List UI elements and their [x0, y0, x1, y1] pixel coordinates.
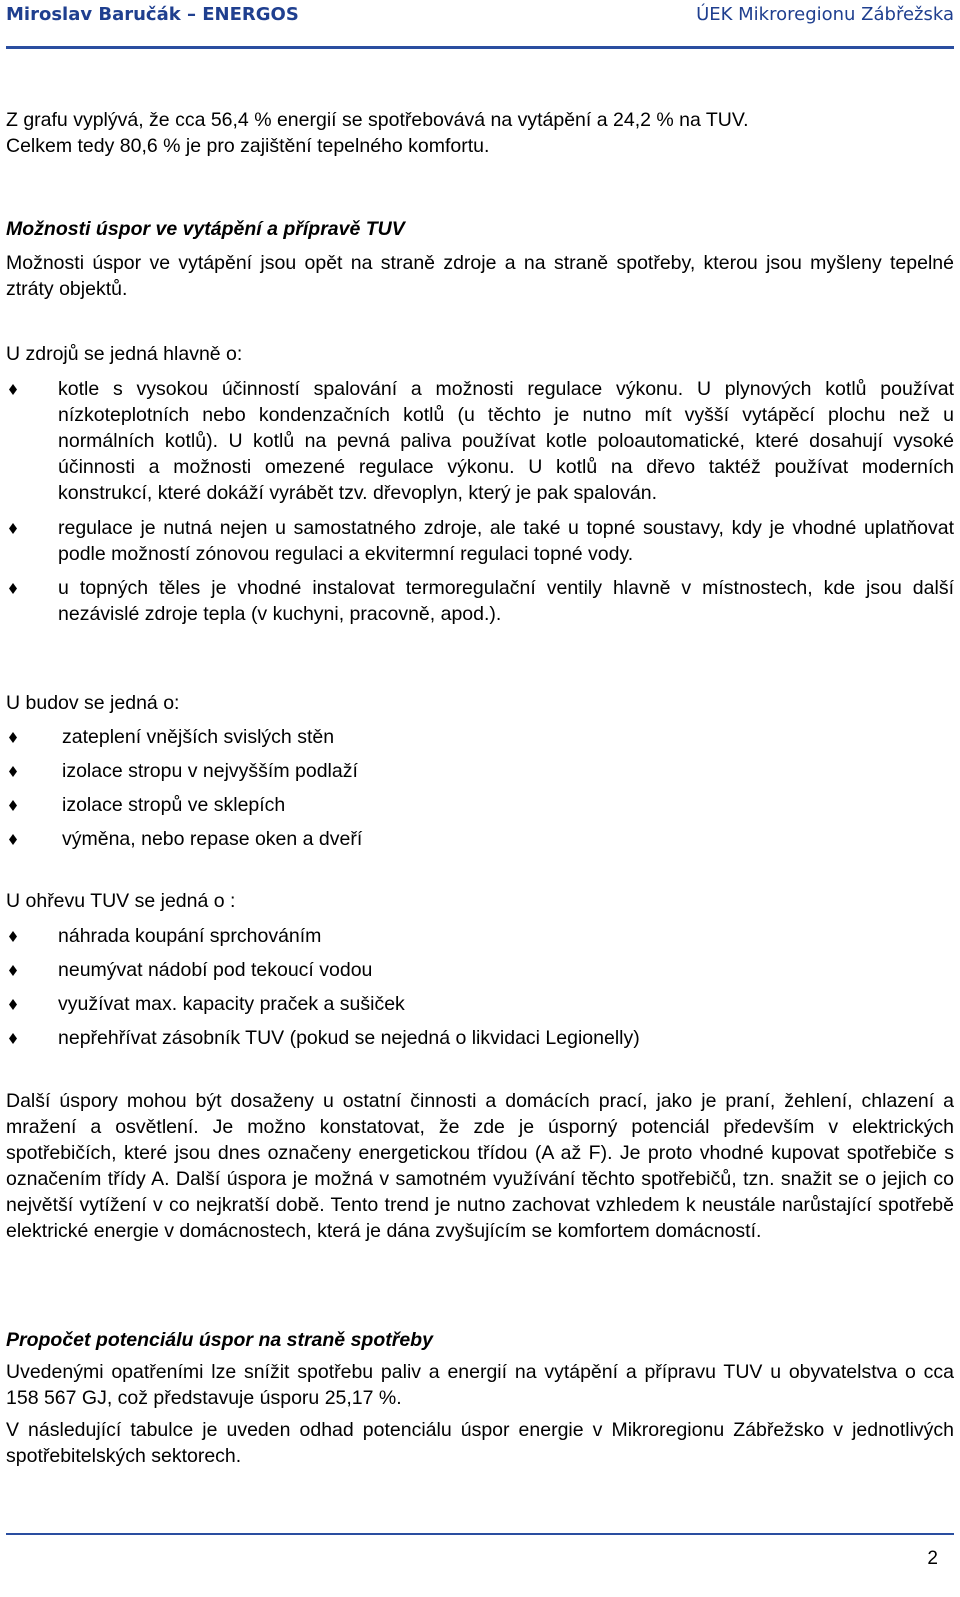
- list-item: neumývat nádobí pod tekoucí vodou: [6, 957, 954, 983]
- diamond-bullet-icon: [9, 800, 17, 811]
- section-heading: Propočet potenciálu úspor na straně spotřeby: [6, 1329, 433, 1351]
- diamond-bullet-icon: [9, 523, 17, 534]
- footer-divider: [6, 1533, 954, 1535]
- list-item: regulace je nutná nejen u samostatného zdroje, ale také u topné soustavy, kdy je vhodné uplatňovat podle možností zónovou regulaci a ekvitermní regulaci topné vody.: [6, 515, 954, 567]
- list-item: u topných těles je vhodné instalovat termoregulační ventily hlavně v místnostech, kde jsou další nezávislé zdroje tepla (v kuchyni, pracovně, apod.).: [6, 575, 954, 627]
- header-divider: [6, 46, 954, 49]
- section-heading: Možnosti úspor ve vytápění a přípravě TUV: [6, 218, 405, 240]
- section-savings-heating: [6, 216, 954, 302]
- list-item: využívat max. kapacity praček a sušiček: [6, 991, 954, 1017]
- tuv-section: [6, 888, 954, 1051]
- tuv-list: [6, 923, 954, 1051]
- list-item: izolace stropů ve sklepích: [6, 792, 954, 818]
- list-item: náhrada koupání sprchováním: [6, 923, 954, 949]
- diamond-bullet-icon: [9, 834, 17, 845]
- buildings-lead: U budov se jedná o:: [6, 692, 180, 714]
- section-paragraph: Možnosti úspor ve vytápění jsou opět na straně zdroje a na straně spotřeby, kterou jsou myšleny tepelné ztráty objektů.: [6, 252, 954, 300]
- list-item: kotle s vysokou účinností spalování a možnosti regulace výkonu. U plynových kotlů používat nízkoteplotních nebo kondenzačních kotlů (u těchto je nutno mít vyšší vytápěcí plochu než u normálních kotlů). U kotlů na pevná paliva používat kotle poloautomatické, které dosahují vysoké účinnosti a možnosti omezené regulace výkonu. U kotlů na dřevo taktéž používat moderních konstrukcí, které dokáží vyrábět tzv. dřevoplyn, který je pak spalován.: [6, 376, 954, 506]
- list-item: zateplení vnějších svislých stěn: [6, 724, 954, 750]
- list-item: izolace stropu v nejvyšším podlaží: [6, 758, 954, 784]
- diamond-bullet-icon: [9, 732, 17, 743]
- list-item: výměna, nebo repase oken a dveří: [6, 826, 954, 852]
- sources-section: [6, 341, 954, 627]
- diamond-bullet-icon: [9, 931, 17, 942]
- diamond-bullet-icon: [9, 384, 17, 395]
- buildings-list: [6, 724, 954, 852]
- other-savings-paragraph: Další úspory mohou být dosaženy u ostatní činnosti a domácích prací, jako je praní, žehlení, chlazení a mražení a osvětlení. Je možno konstatovat, že zde je úsporný potenciál především v elektrických spotřebičích, které jsou dnes označeny energetickou třídou (A až F). Je proto vhodné kupovat spotřebiče s označením třídy A. Další úspora je možná v samotném využívání těchto spotřebičů, tzn. snažit se o jejich co největší vytížení v co nejkratší době. Tento trend je nutno zachovat vzhledem k neustále narůstající spotřebě elektrické energie v domácnostech, která je dána zvyšujícím se komfortem domácností.: [6, 1090, 954, 1242]
- diamond-bullet-icon: [9, 583, 17, 594]
- diamond-bullet-icon: [9, 766, 17, 777]
- sources-list: [6, 376, 954, 627]
- header-author: Miroslav Baručák – ENERGOS: [6, 4, 299, 25]
- intro-line-2: Celkem tedy 80,6 % je pro zajištění tepelného komfortu.: [6, 135, 490, 157]
- section-paragraph: V následující tabulce je uveden odhad potenciálu úspor energie v Mikroregionu Zábřežsko v jednotlivých spotřebitelských sektorech.: [6, 1419, 954, 1467]
- diamond-bullet-icon: [9, 1033, 17, 1044]
- page-header: [6, 4, 954, 30]
- section-paragraph: Uvedenými opatřeními lze snížit spotřebu paliv a energií na vytápění a přípravu TUV u obyvatelstva o cca 158 567 GJ, což představuje úsporu 25,17 %.: [6, 1361, 954, 1409]
- header-document-title: ÚEK Mikroregionu Zábřežska: [696, 4, 954, 25]
- sources-lead: U zdrojů se jedná hlavně o:: [6, 343, 243, 365]
- section-potential: [6, 1327, 954, 1469]
- buildings-section: [6, 690, 954, 852]
- intro-paragraph: [6, 107, 954, 159]
- tuv-lead: U ohřevu TUV se jedná o :: [6, 890, 236, 912]
- list-item: nepřehřívat zásobník TUV (pokud se nejedná o likvidaci Legionelly): [6, 1025, 954, 1051]
- intro-line-1: Z grafu vyplývá, že cca 56,4 % energií se spotřebovává na vytápění a 24,2 % na TUV.: [6, 109, 749, 131]
- page-number: 2: [927, 1548, 938, 1569]
- diamond-bullet-icon: [9, 965, 17, 976]
- diamond-bullet-icon: [9, 999, 17, 1010]
